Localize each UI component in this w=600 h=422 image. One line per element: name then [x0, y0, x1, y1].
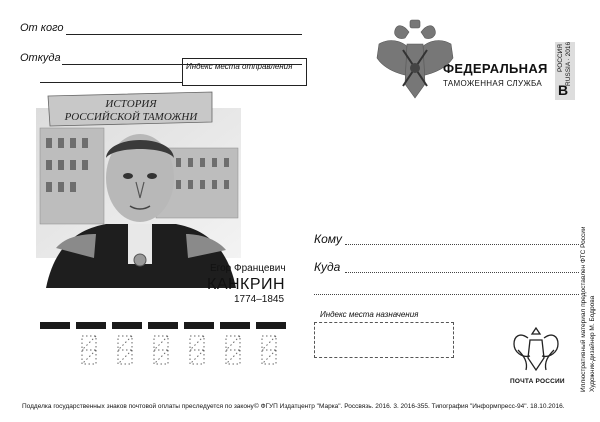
recipient-index-label: Индекс места назначения: [320, 310, 419, 319]
stamp-country-en: RUSSIA · 2016: [565, 41, 572, 86]
footer-warning: Подделка государственных знаков почтовой оплаты преследуется по закону: [22, 403, 254, 410]
postcode-bar-2: [76, 322, 106, 329]
where-to-line[interactable]: [345, 272, 579, 273]
postcode-bar-1: [40, 322, 70, 329]
stamp-value-letter: В: [558, 82, 569, 98]
postcode-bar-5: [184, 322, 214, 329]
portrait-years: 1774–1845: [234, 294, 285, 305]
recipient-index-box[interactable]: [314, 322, 454, 358]
where-label: Откуда: [20, 52, 61, 64]
postcode-bar-4: [148, 322, 178, 329]
postcode-digit-grid[interactable]: [76, 334, 288, 370]
side-credit-line1: Иллюстративный материал предоставлен ФТС России: [580, 226, 587, 392]
banner-line1: ИСТОРИЯ: [105, 98, 157, 110]
banner-line2: РОССИЙСКОЙ ТАМОЖНИ: [64, 111, 198, 123]
sender-index-box[interactable]: [182, 58, 307, 86]
where-to-line-2[interactable]: [314, 294, 579, 295]
post-eagle-icon: [506, 322, 566, 376]
from-line[interactable]: [66, 34, 302, 35]
to-label: Кому: [314, 232, 342, 246]
address-line[interactable]: [40, 82, 182, 83]
russian-post-logo: [506, 322, 566, 388]
sender-index-label: Индекс места отправления: [186, 62, 293, 71]
to-line[interactable]: [345, 244, 579, 245]
side-credit-line2: Художник-дизайнер М. Бодрова: [589, 295, 596, 392]
stamp-side-panel: [555, 42, 575, 100]
double-headed-eagle-icon: [359, 14, 575, 104]
stamp-title-line1: ФЕДЕРАЛЬНАЯ: [443, 61, 548, 76]
from-label: От кого: [20, 22, 64, 34]
stamp-title-line2: ТАМОЖЕННАЯ СЛУЖБА: [443, 79, 543, 88]
postcode-bar-6: [220, 322, 250, 329]
portrait-last-name: КАНКРИН: [207, 276, 286, 293]
postcode-bar-7: [256, 322, 286, 329]
where-to-label: Куда: [314, 260, 341, 274]
russian-post-label: ПОЧТА РОССИИ: [510, 378, 565, 385]
history-banner: [50, 98, 212, 124]
portrait-first-name: Егор Францевич: [210, 263, 286, 274]
stamp-country-ru: РОССИЯ: [557, 43, 564, 72]
stamp: [359, 14, 575, 104]
postcode-bar-3: [112, 322, 142, 329]
footer-imprint: © ФГУП Издатцентр "Марка". Россвязь. 2016. 3. 2016-355. Типография "Информпресс-94". 18.10.2016.: [254, 403, 565, 410]
